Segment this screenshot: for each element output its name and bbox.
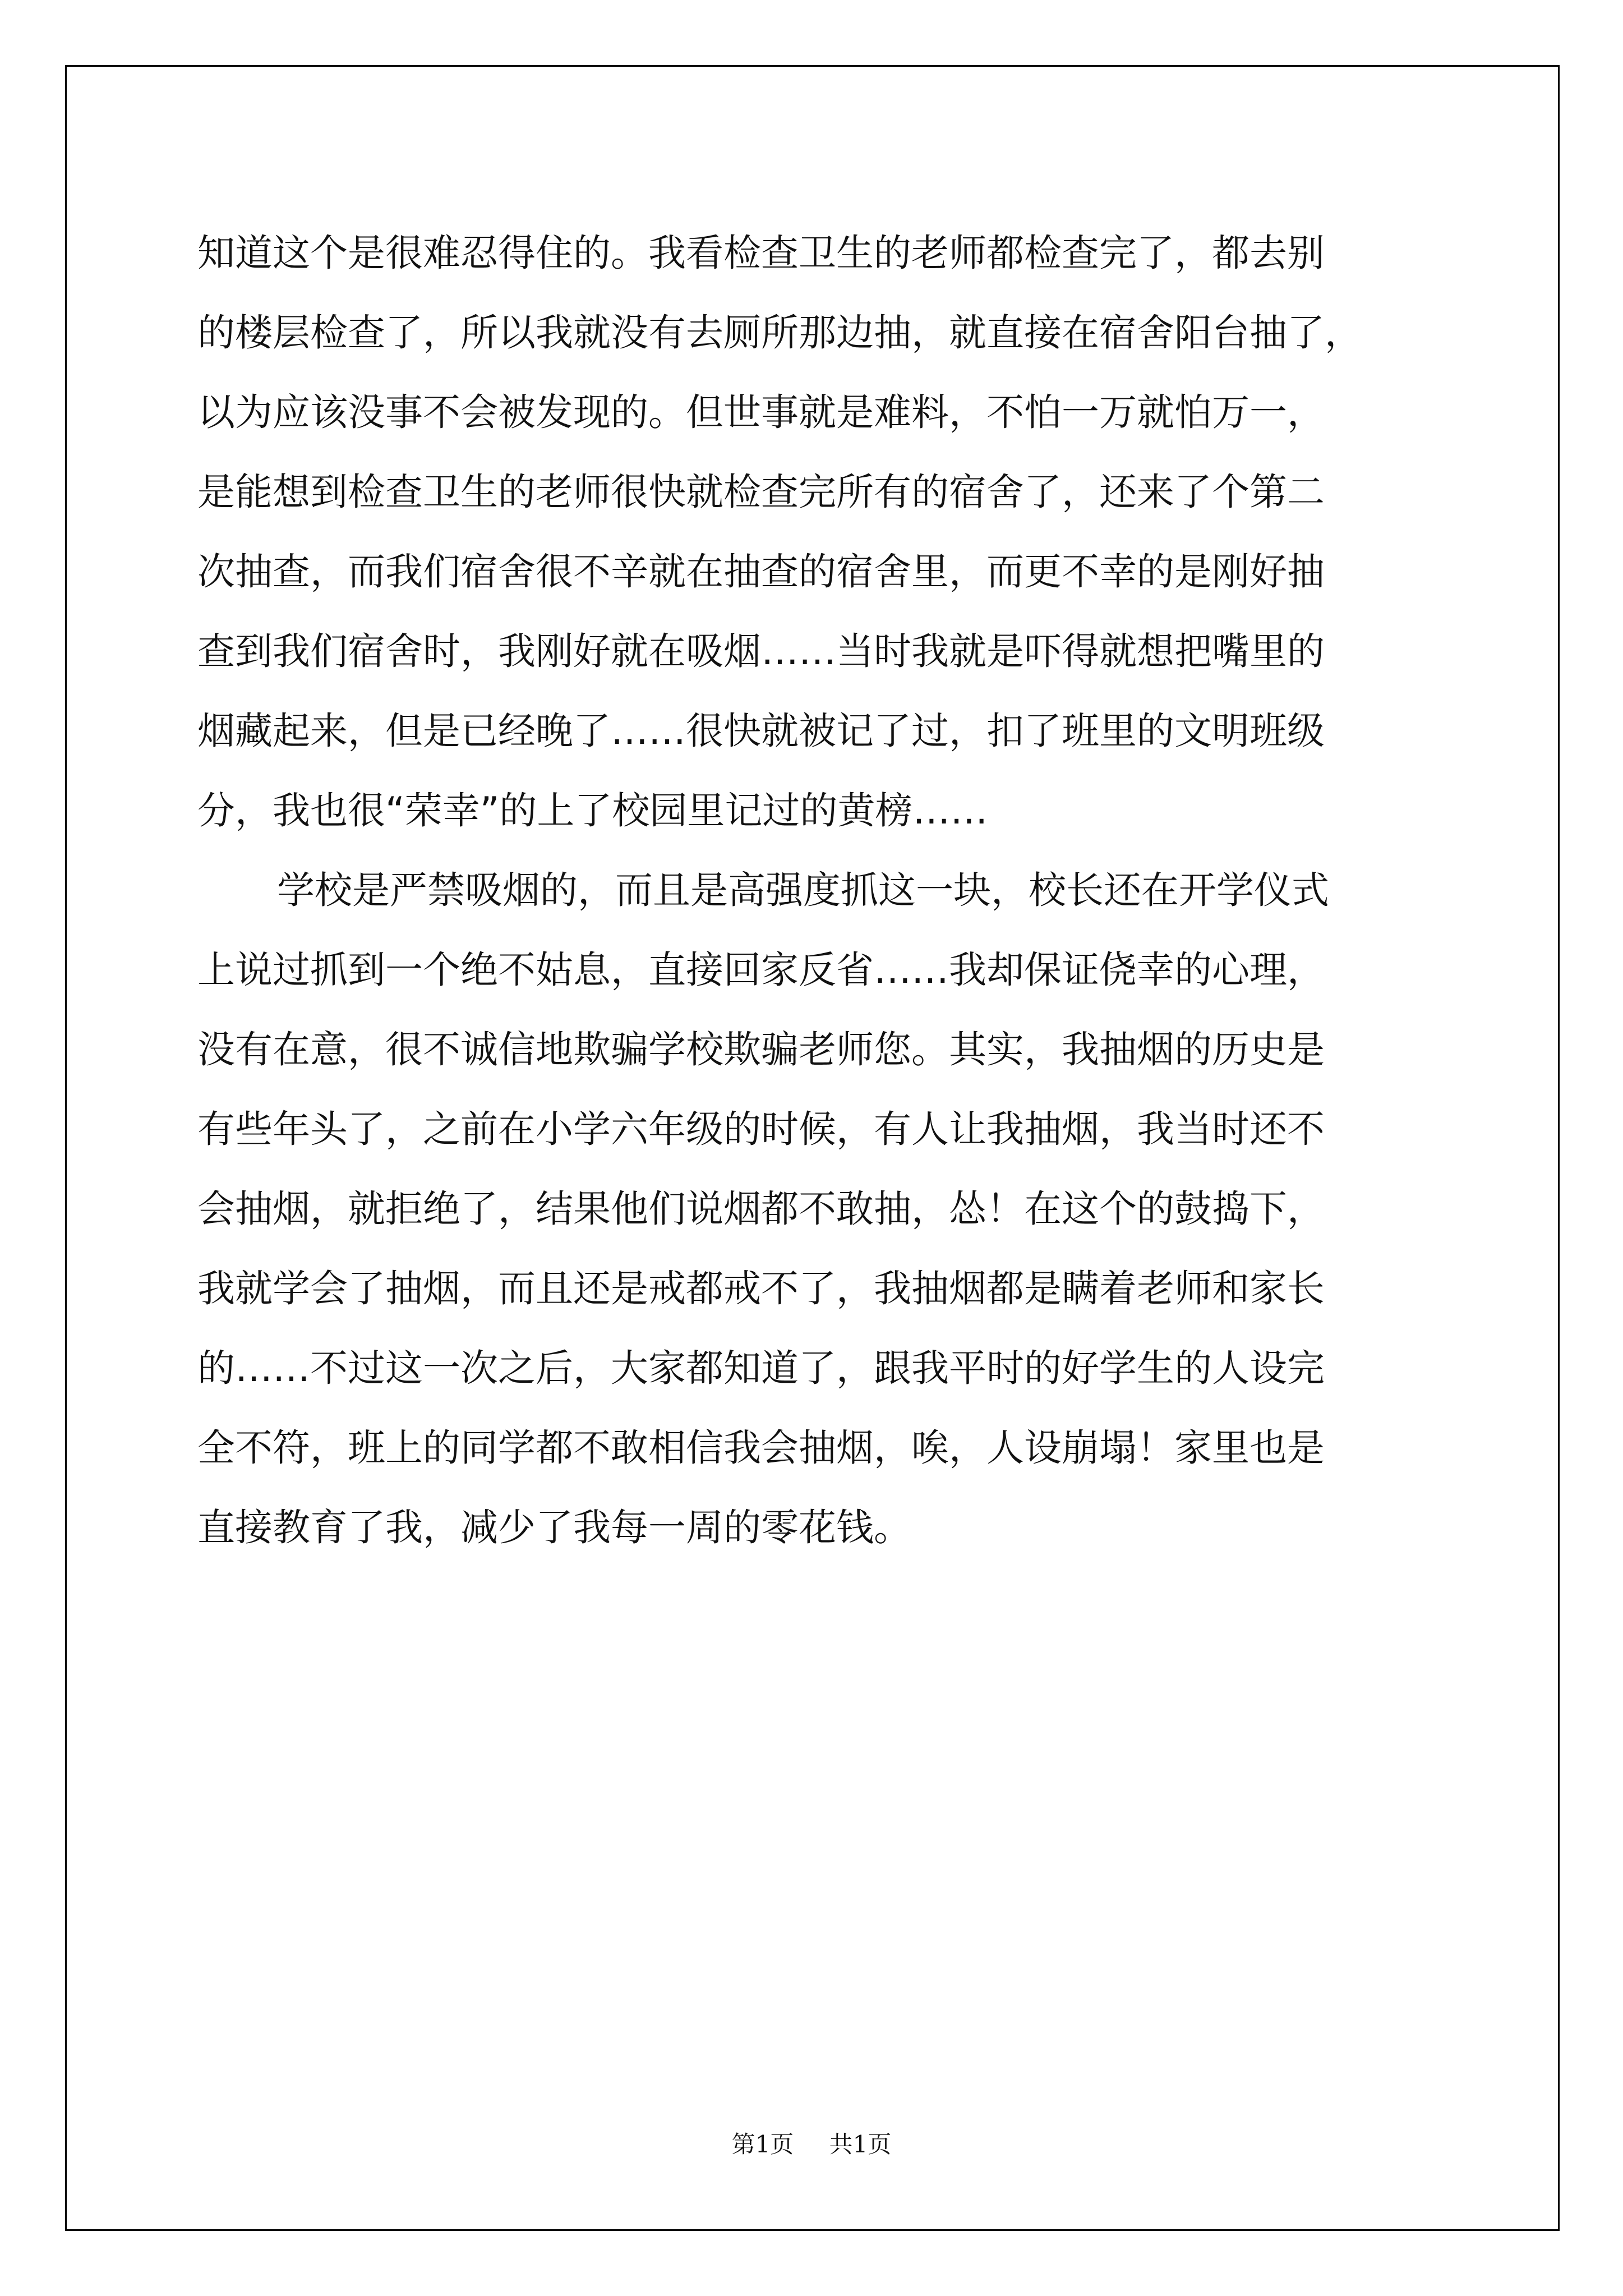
page-footer	[0, 2126, 1623, 2160]
text-line: 没有在意，很不诚信地欺骗学校欺骗老师您。其实，我抽烟的历史是	[197, 1028, 1325, 1071]
text-line: 查到我们宿舍时，我刚好就在吸烟……当时我就是吓得就想把嘴里的	[197, 629, 1325, 673]
text-line: 烟藏起来，但是已经晚了……很快就被记了过，扣了班里的文明班级	[197, 709, 1325, 753]
text-line: 分，我也很“荣幸”的上了校园里记过的黄榜……	[197, 789, 988, 832]
text-line: 会抽烟，就拒绝了，结果他们说烟都不敢抽，怂！在这个的鼓捣下，	[197, 1187, 1325, 1231]
text-line: 有些年头了，之前在小学六年级的时候，有人让我抽烟，我当时还不	[197, 1107, 1325, 1151]
text-line: 直接教育了我，减少了我每一周的零花钱。	[197, 1506, 911, 1549]
text-line: 是能想到检查卫生的老师很快就检查完所有的宿舍了，还来了个第二	[197, 470, 1325, 514]
page-number-current: 第1页	[731, 2131, 794, 2158]
text-line: 全不符，班上的同学都不敢相信我会抽烟，唉，人设崩塌！家里也是	[197, 1426, 1325, 1470]
document-body	[197, 213, 1470, 1567]
paragraph-2	[197, 850, 1470, 1567]
text-line: 知道这个是很难忍得住的。我看检查卫生的老师都检查完了，都去别	[197, 231, 1325, 275]
text-line: 学校是严禁吸烟的，而且是高强度抓这一块，校长还在开学仪式	[277, 868, 1329, 912]
paragraph-1	[197, 213, 1470, 850]
text-line: 次抽查，而我们宿舍很不辛就在抽查的宿舍里，而更不幸的是刚好抽	[197, 550, 1325, 593]
page-number-total: 共1页	[829, 2131, 892, 2158]
text-line: 的……不过这一次之后，大家都知道了，跟我平时的好学生的人设完	[197, 1346, 1325, 1390]
text-line: 上说过抓到一个绝不姑息，直接回家反省……我却保证侥幸的心理，	[197, 948, 1325, 992]
text-line: 以为应该没事不会被发现的。但世事就是难料，不怕一万就怕万一，	[197, 390, 1325, 434]
text-line: 我就学会了抽烟，而且还是戒都戒不了，我抽烟都是瞒着老师和家长	[197, 1267, 1325, 1310]
text-line: 的楼层检查了，所以我就没有去厕所那边抽，就直接在宿舍阳台抽了，	[197, 311, 1362, 355]
